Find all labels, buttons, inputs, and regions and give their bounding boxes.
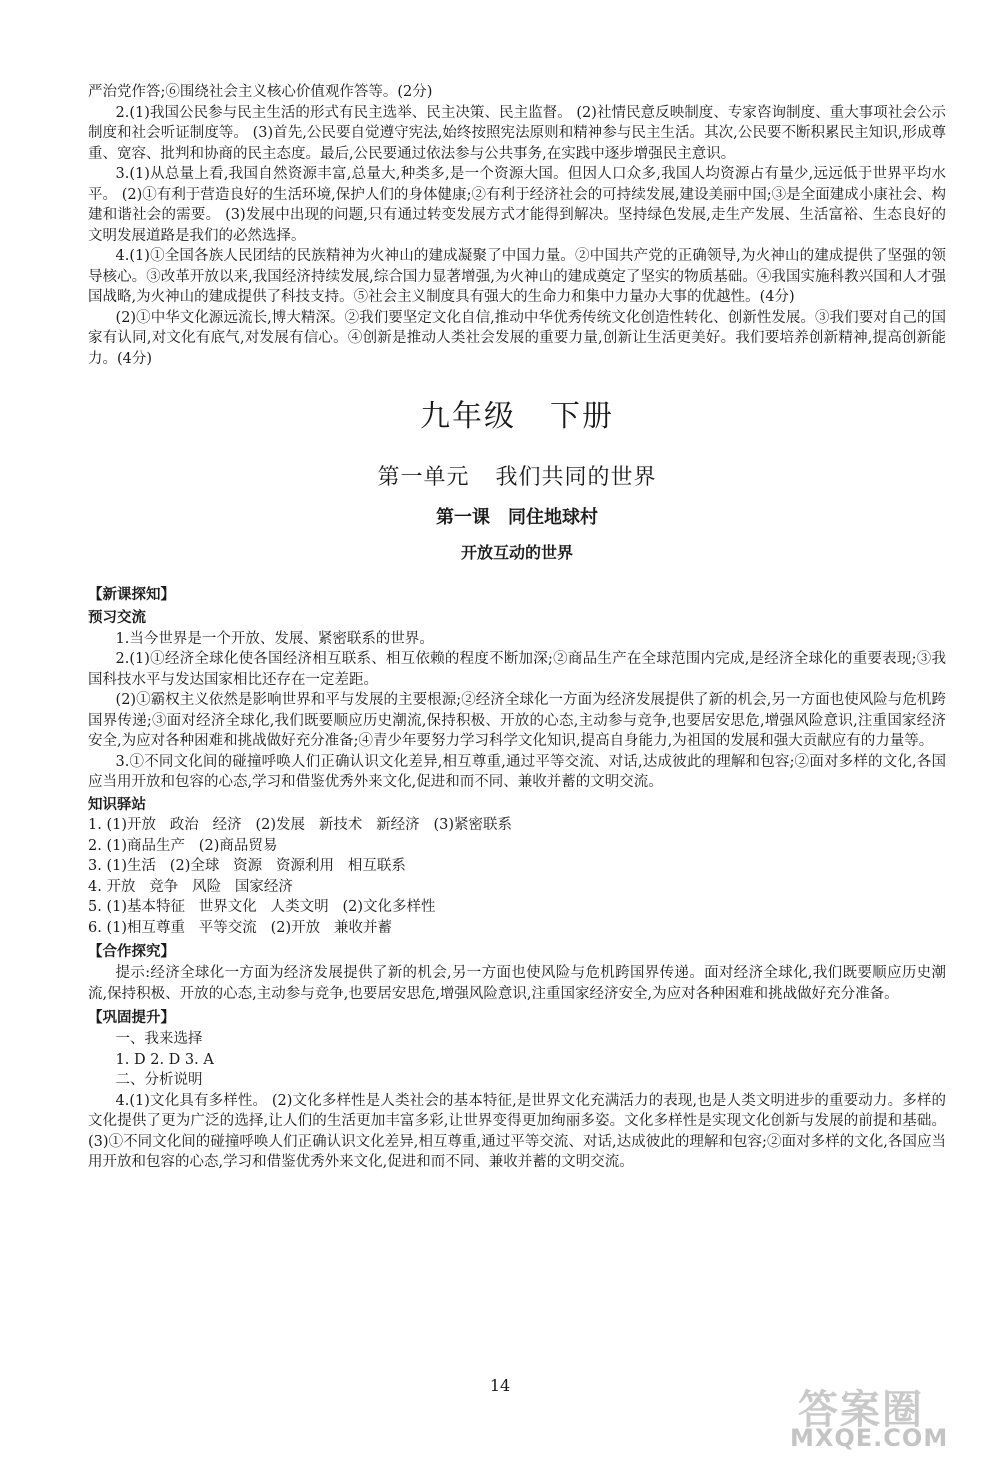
answer-paragraph: 4.(1)文化具有多样性。 (2)文化多样性是人类社会的基本特征,是世界文化充满活力的表现,也是人类文明进步的重要动力。多样的文化提供了更为广泛的选择,让人们的生活更加丰富多彩,让世界变得更加绚丽多姿。文化多样性是实现文化创新与发展的前提和基础。 (3)①不同文化间的碰撞呼唤人们正确认识文化差异,相互尊重,通过平等交流、对话,达成彼此的理解和包容;②面对多样的文化,各国应当用开放和包容的心态,学习和借鉴优秀外来文化,促进和而不同、兼收并蓄的文明交流。 — [88, 1092, 946, 1170]
watermark-logo — [790, 1378, 990, 1450]
watermark-url: MXQE.COM — [790, 1424, 949, 1452]
section-title-new-lesson: 【新课探知】 — [88, 587, 175, 603]
answer-paragraph: 严治党作答;⑥围绕社会主义核心价值观作答等。(2分) — [88, 84, 433, 100]
lesson-number: 第一课 — [436, 507, 490, 528]
unit-number: 第一单元 — [377, 465, 470, 490]
volume-title: 下册 — [550, 399, 614, 434]
answer-paragraph: 3.(1)从总量上看,我国自然资源丰富,总量大,种类多,是一个资源大国。但因人口众多,我国人均资源占有量少,远远低于世界平均水平。 (2)①有利于营造良好的生活环境,保护人们的身体健康;②有利于经济社会的可持续发展,建设美丽中国;③是全面建成小康社会、构建和谐社会的需要。 (3)发展中出现的问题,只有通过转变发展方式才能得到解决。坚持绿色发展,走生产发展、生活富裕、生态良好的文明发展道路是我们的必然选择。 — [88, 166, 946, 244]
choice-answers: 1. D 2. D 3. A — [115, 1051, 214, 1068]
unit-heading — [88, 463, 946, 493]
answer-paragraph: 2.(1)我国公民参与民主生活的形式有民主选举、民主决策、民主监督。 (2)社情民意反映制度、专家咨询制度、重大事项社会公示制度和社会听证制度等。 (3)首先,公民要自觉遵守宪法,始终按照宪法原则和精神参与民主生活。其次,公民要不断积累民主知识,形成尊重、宽容、批判和协商的民主态度。最后,公民要通过依法参与公共事务,在实践中逐步增强民主意识。 — [88, 104, 946, 162]
knowledge-row: 3. (1)生活 (2)全球 资源 资源利用 相互联系 — [88, 858, 406, 874]
page-number: 14 — [489, 1376, 511, 1395]
section-title-consolidation: 【巩固提升】 — [88, 1010, 175, 1026]
answer-paragraph: 2.(1)①经济全球化使各国经济相互联系、相互依赖的程度不断加深;②商品生产在全球范围内完成,是经济全球化的重要表现;③我国科技水平与发达国家相比还存在一定差距。 — [88, 651, 946, 688]
knowledge-row: 4. 开放 竞争 风险 国家经济 — [88, 878, 293, 895]
answer-paragraph: (2)①中华文化源远流长,博大精深。②我们要坚定文化自信,推动中华优秀传统文化创造性转化、创新性发展。③我们要对自己的国家有认同,对文化有底气,对发展有信心。④创新是推动人类社会发展的重要力量,创新让生活更美好。我们要培养创新精神,提高创新能力。(4分) — [88, 309, 946, 367]
watermark-text: 答案圈 — [798, 1387, 924, 1433]
answer-paragraph: 提示:经济全球化一方面为经济发展提供了新的机会,另一方面也使风险与危机跨国界传递。面对经济全球化,我们既要顺应历史潮流,保持积极、开放的心态,主动参与竞争,也要居安思危,增强风险意识,注重国家经济安全,为应对各种困难和挑战做好充分准备。 — [88, 965, 946, 1002]
grade-title: 九年级 — [420, 399, 516, 434]
knowledge-row: 6. (1)相互尊重 平等交流 (2)开放 兼收并蓄 — [88, 919, 393, 936]
answer-paragraph: 1.当今世界是一个开放、发展、紧密联系的世界。 — [115, 630, 434, 647]
section-title-cooperation: 【合作探究】 — [88, 944, 175, 960]
answer-paragraph: 3.①不同文化间的碰撞呼唤人们正确认识文化差异,相互尊重,通过平等交流、对话,达成彼此的理解和包容;②面对多样的文化,各国应当用开放和包容的心态,学习和借鉴优秀外来文化,促进和而不同、兼收并蓄的文明交流。 — [88, 753, 946, 790]
part-heading-analysis: 二、分析说明 — [115, 1072, 203, 1088]
knowledge-row: 2. (1)商品生产 (2)商品贸易 — [88, 837, 278, 854]
knowledge-row: 5. (1)基本特征 世界文化 人类文明 (2)文化多样性 — [88, 899, 436, 915]
answer-paragraph: 4.(1)①全国各族人民团结的民族精神为火神山的建成凝聚了中国力量。②中国共产党的正确领导,为火神山的建成提供了坚强的领导核心。③改革开放以来,我国经济持续发展,综合国力显著增强,为火神山的建成奠定了坚实的物质基础。④我国实施科教兴国和人才强国战略,为火神山的建成提供了科技支持。⑤社会主义制度具有强大的生命力和集中力量办大事的优越性。(4分) — [88, 248, 946, 305]
subsection-preview: 预习交流 — [88, 610, 146, 626]
lesson-heading — [88, 505, 946, 531]
unit-title: 我们共同的世界 — [495, 465, 657, 490]
answer-paragraph: (2)①霸权主义依然是影响世界和平与发展的主要根源;②经济全球化一方面为经济发展提供了新的机会,另一方面也使风险与危机跨国界传递;③面对经济全球化,我们既要顺应历史潮流,保持积极、开放的心态,主动参与竞争,也要居安思危,增强风险意识,注重国家经济安全,为应对各种困难和挑战做好充分准备;④青少年要努力学习科学文化知识,提高自身能力,为祖国的发展和强大贡献应有的力量等。 — [88, 692, 946, 749]
lesson-title: 同住地球村 — [508, 507, 598, 528]
topic-heading: 开放互动的世界 — [460, 543, 573, 562]
subsection-knowledge: 知识驿站 — [88, 796, 146, 813]
knowledge-row: 1. (1)开放 政治 经济 (2)发展 新技术 新经济 (3)紧密联系 — [88, 817, 513, 833]
grade-heading — [88, 395, 946, 439]
page-content — [88, 82, 946, 1173]
part-heading-choice: 一、我来选择 — [115, 1031, 203, 1047]
